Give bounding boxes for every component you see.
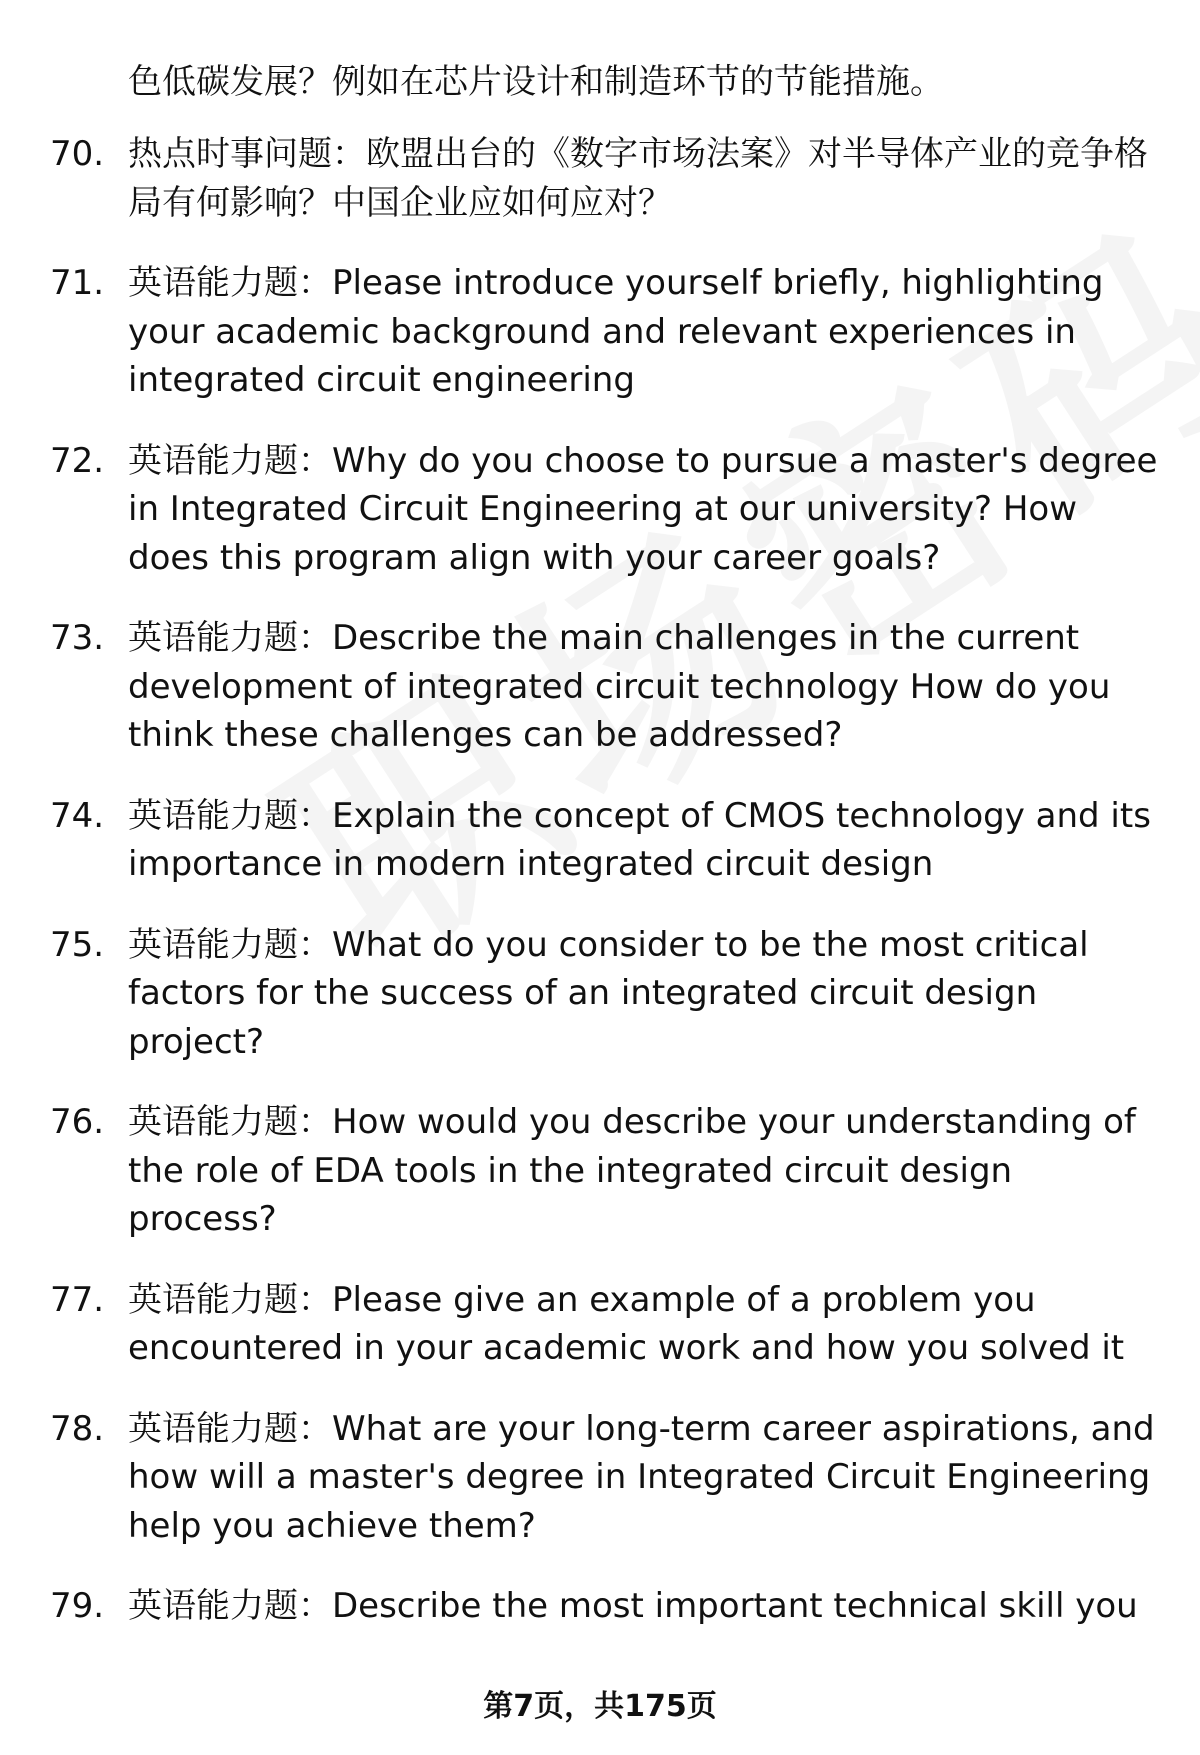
question-item <box>0 792 1200 889</box>
question-text: 英语能力题：How would you describe your understanding of the role of EDA tools in the integrated circuit design process? <box>128 1102 1136 1239</box>
question-item <box>0 921 1200 1067</box>
question-text: 英语能力题：Please give an example of a problem you encountered in your academic work and how you solved it <box>128 1279 1125 1368</box>
continued-question-text: 色低碳发展？例如在芯片设计和制造环节的节能措施。 <box>128 62 944 102</box>
question-text: 英语能力题：Explain the concept of CMOS technology and its importance in modern integrated circuit design <box>128 795 1151 884</box>
question-item <box>0 437 1200 583</box>
question-text: 英语能力题：Please introduce yourself briefly, highlighting your academic background and relevant experiences in integrated circuit engineering <box>128 263 1104 400</box>
question-item <box>0 259 1200 405</box>
question-text: 英语能力题：Why do you choose to pursue a master's degree in Integrated Circuit Engineering at our university? How does this program align with your career goals? <box>128 440 1158 578</box>
question-list <box>0 130 1200 1663</box>
question-number: 75. <box>50 924 105 965</box>
question-item <box>0 1405 1200 1551</box>
question-item <box>0 1276 1200 1373</box>
question-number: 71. <box>50 263 105 303</box>
question-number: 79. <box>50 1586 105 1626</box>
question-text: 英语能力题：What are your long-term career aspirations, and how will a master's degree in Integrated Circuit Engineering help you achieve them? <box>128 1408 1155 1546</box>
question-item <box>0 1098 1200 1244</box>
question-text: 英语能力题：Describe the most important technical skill you <box>128 1586 1138 1626</box>
question-number: 77. <box>50 1279 105 1320</box>
question-number: 72. <box>50 440 105 481</box>
question-item <box>0 614 1200 760</box>
question-text: 英语能力题：Describe the main challenges in the current development of integrated circuit technology How do you think these challenges can be addressed? <box>128 618 1111 755</box>
question-number: 70. <box>50 134 105 174</box>
question-number: 76. <box>50 1102 105 1142</box>
question-number: 74. <box>50 795 105 836</box>
question-text: 英语能力题：What do you consider to be the most critical factors for the success of an integrated circuit design project? <box>128 924 1089 1062</box>
question-number: 73. <box>50 618 105 658</box>
question-item <box>0 1582 1200 1631</box>
page-number-footer: 第7页，共175页 <box>483 1689 717 1724</box>
question-text: 热点时事问题：欧盟出台的《数字市场法案》对半导体产业的竞争格局有何影响？中国企业应如何应对？ <box>128 134 1148 223</box>
question-number: 78. <box>50 1408 105 1449</box>
question-item <box>0 130 1200 227</box>
